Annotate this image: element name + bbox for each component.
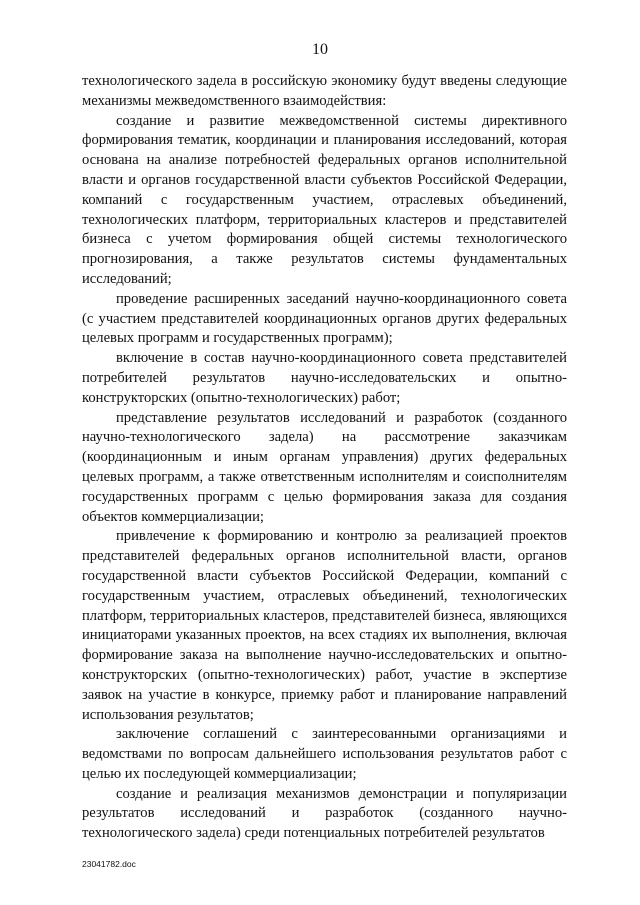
paragraph-continuation: технологического задела в российскую экономику будут введены следующие механизмы межведомственного взаимодействия: xyxy=(82,73,567,109)
page-number: 10 xyxy=(312,41,328,58)
document-body xyxy=(82,72,567,844)
paragraph-system-creation: создание и развитие межведомственной системы директивного формирования тематик, координации и планирования исследований, которая основана на анализе потребностей федеральных органов исполнительной власти и органов государственной власти субъектов Российской Федерации, компаний с государственным участием, отраслевых объединений, технологических платформ, территориальных кластеров и представителей бизнеса с учетом формирования общей системы технологического прогнозирования, а также результатов системы фундаментальных исследований; xyxy=(82,112,567,287)
paragraph-extended-meetings: проведение расширенных заседаний научно-координационного совета (с участием представителей координационных органов других федеральных целевых программ и государственных программ); xyxy=(82,290,567,347)
paragraph-council-inclusion: включение в состав научно-координационного совета представителей потребителей результатов научно-исследовательских и опытно-конструкторских (опытно-технологических) работ; xyxy=(82,350,567,406)
paragraph-project-involvement: привлечение к формированию и контролю за реализацией проектов представителей федеральных органов исполнительной власти, органов государственной власти субъектов Российской Федерации, компаний с государственным участием, отраслевых объединений, технологических платформ, территориальных кластеров, представителей бизнеса, являющихся инициаторами указанных проектов, на всех стадиях их выполнения, включая формирование заказа на выполнение научно-исследовательских и опытно-конструкторских (опытно-технологических) работ, участие в экспертизе заявок на участие в конкурсе, приемку работ и планирование направлений использования результатов; xyxy=(82,528,567,723)
footer-filename: 23041782.doc xyxy=(82,859,136,869)
paragraph-results-presentation: представление результатов исследований и разработок (созданного научно-технологического задела) на рассмотрение заказчикам (координационным и иным органам управления) других федеральных целевых программ, а также ответственным исполнителям и соисполнителям государственных программ с целью формирования заказа для создания объектов коммерциализации; xyxy=(82,409,567,525)
paragraph-agreements: заключение соглашений с заинтересованными организациями и ведомствами по вопросам дальнейшего использования результатов работ с целью их последующей коммерциализации; xyxy=(82,726,567,782)
paragraph-demonstration: создание и реализация механизмов демонстрации и популяризации результатов исследований и разработок (созданного научно-технологического задела) среди потенциальных потребителей результатов xyxy=(82,785,567,842)
